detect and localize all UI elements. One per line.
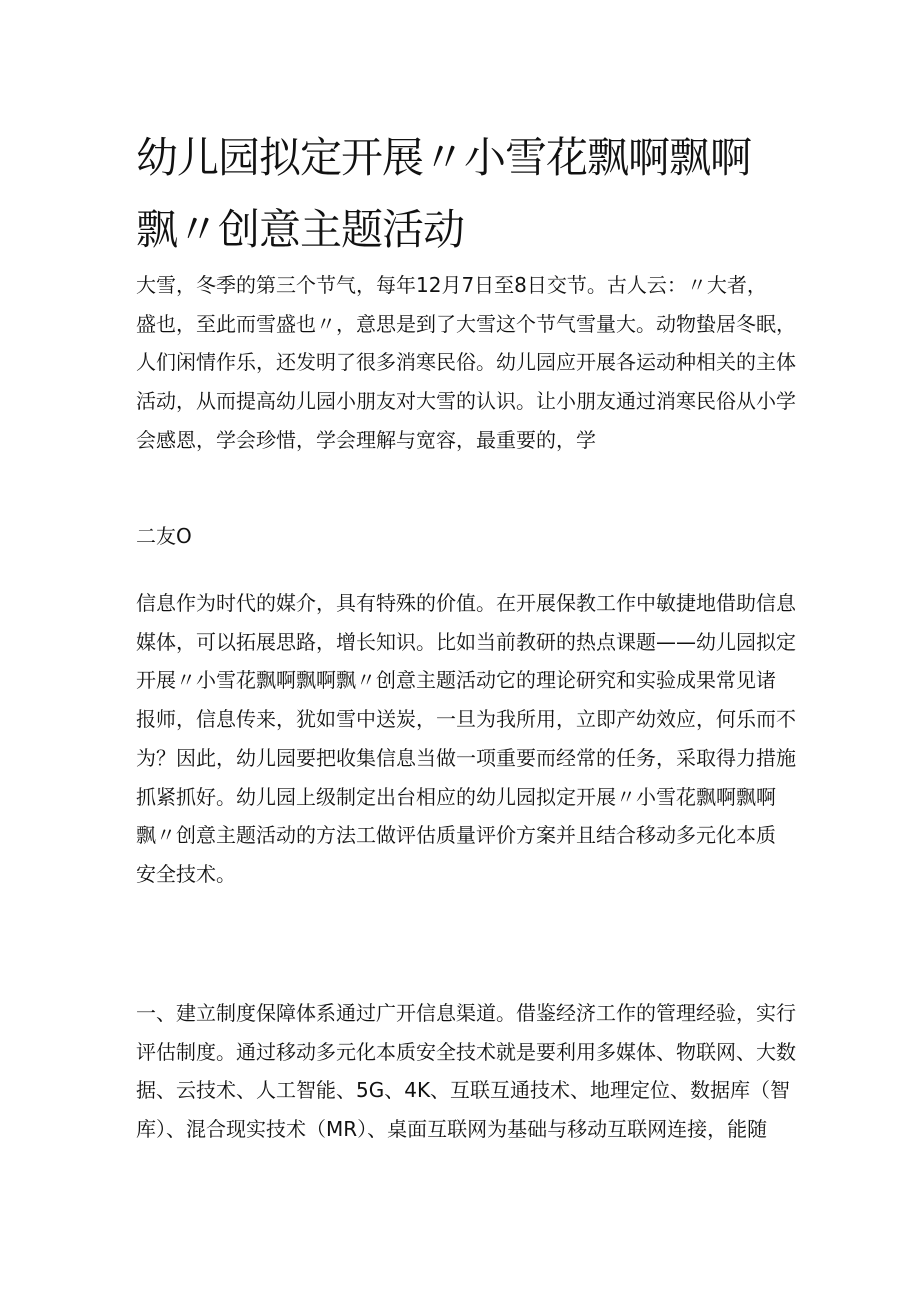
text-line: 会感恩，学会珍惜，学会理解与宽容，最重要的，学 [136,427,596,452]
text-line: 开展〃小雪花飘啊飘啊飘〃创意主题活动它的理论研究和实验成果常见诸 [136,668,776,693]
text-line: 飘〃创意主题活动的方法工做评估质量评价方案并且结合移动多元化本质 [136,823,776,848]
text-line: 大雪，冬季的第三个节气，每年12月7日至8日交节。古人云：〃大者， [136,273,767,297]
paragraph-intro [136,266,796,460]
text-line: 人们闲情作乐，还发明了很多消寒民俗。幼儿园应开展各运动种相关的主体 [136,350,796,375]
paragraph-information [136,584,796,894]
text-line: 媒体，可以拓展思路，增长知识。比如当前教研的热点课题——幼儿园拟定 [136,629,796,654]
text-line: 据、云技术、人工智能、5G、4K、互联互通技术、地理定位、数据库（智 [136,1078,791,1103]
text-line: 信息作为时代的媒介，具有特殊的价值。在开展保教工作中敏捷地借助信息 [136,591,796,615]
text-line: 抓紧抓好。幼儿园上级制定出台相应的幼儿园拟定开展〃小雪花飘啊飘啊 [136,784,776,809]
text-line: 安全技术。 [136,861,236,886]
title-line: 幼儿园拟定开展〃小雪花飘啊飘啊 [136,133,752,182]
text-line: 盛也，至此而雪盛也〃，意思是到了大雪这个节气雪量大。动物蛰居冬眠， [136,311,796,336]
text-line: 二友O [136,524,192,548]
text-line: 库）、混合现实技术（MR）、桌面互联网为基础与移动互联网连接，能随 [136,1117,768,1142]
paragraph-fragment [136,517,796,556]
text-line: 活动，从而提高幼儿园小朋友对大雪的认识。让小朋友通过消寒民俗从小学 [136,389,796,414]
paragraph-section-one [136,994,796,1149]
text-line: 评估制度。通过移动多元化本质安全技术就是要利用多媒体、物联网、大数 [136,1039,796,1064]
text-line: 为？因此，幼儿园要把收集信息当做一项重要而经常的任务，采取得力措施 [136,745,796,770]
text-line: 报师，信息传来，犹如雪中送炭，一旦为我所用，立即产幼效应，何乐而不 [136,707,796,732]
document-title [136,122,796,266]
title-line: 飘〃创意主题活动 [136,205,465,254]
text-line: 一、建立制度保障体系通过广开信息渠道。借鉴经济工作的管理经验，实行 [136,1001,796,1025]
